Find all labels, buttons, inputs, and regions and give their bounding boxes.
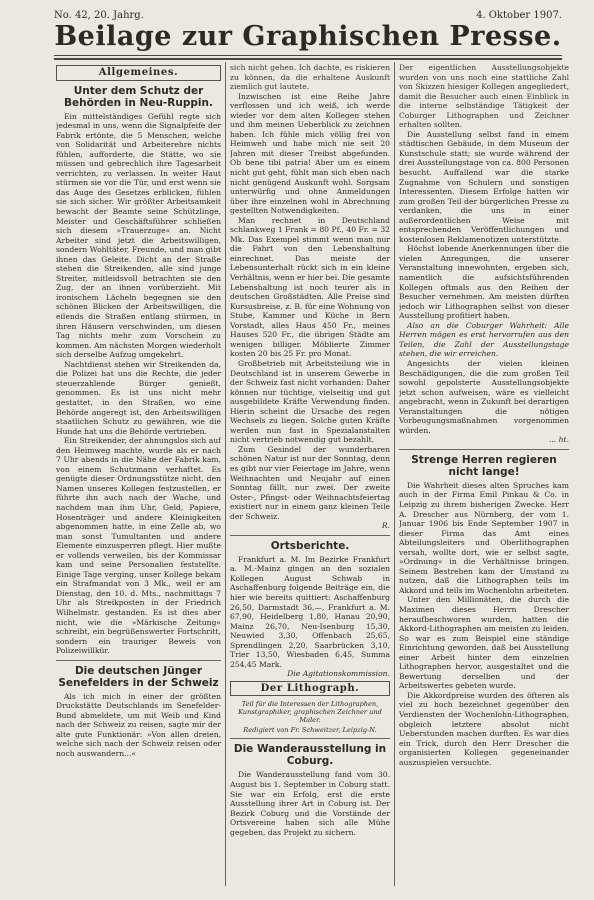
article-signature: ... ht. — [548, 435, 569, 445]
section-heading: Allgemeines. — [56, 65, 221, 81]
article-paragraph: Die Wahrheit dieses alten Spruches kam auch in der Firma Emil Pinkau & Co. in Leipzig zu ihrem bisherigen Zwecke. Herr A. Drescher aus Nürnberg, der vom 1. Januar 1906 bis Ende September 1907 in dieser Firma das Amt eines Abteilungsleiters und Oberlithographen versah, wollte dort, wie er selbst sagte, »Ordnung« in die Verhältnisse bringen. Seinem Bestreben kam der Umstand zu nutzen, daß die Lithographen teils im Akkord und teils im Wochenlohn arbeiteten. — [399, 480, 569, 595]
article-paragraph: Die Akkordpreise wurden des öfteren als viel zu hoch bezeichnet gegenüber den Verdiensten der Wochenlohn-Lithographen, obgleich letztere absolut nicht Ueberstunden machen durften. Es war dies ein Trick, durch den Herr Drescher die organisierten Kollegen gegeneinander auszuspielen versuchte. — [399, 690, 569, 767]
article-paragraph: Unter den Millionäten, die durch die Maximen dieses Herrn Drescher heraufbeschworen wurden, hatten die Akkord-Lithographen am meisten zu leiden. So war es zum Beispiel eine ständige Einrichtung geworden, daß bei Ausstellung einer Arbeit hinter dem einzelnen Lithographen hervor, ausgestaltet und die Bewertung derselben und der Arbeitswertes gebeten wurde. — [399, 595, 569, 691]
divider — [230, 738, 390, 739]
article-paragraph: Höchst lobende Anerkennungen über die vielen Anregungen, die unserer Veranstaltung innewohnten, ergeben sich, namentlich die aufsichtsführenden Kollegen oftmals aus den Reihen der Besucher vernehmen. Am meisten dürften jedoch wir Lithographen selbst von dieser Ausstellung profitiert haben. — [399, 244, 569, 321]
article-paragraph: Großbetrieb mit Arbeitsteilung wie in Deutschland ist in unserem Gewerbe in der Schweiz fast nicht vorhanden: Daher können nur tüchtige, vielseitig und gut ausgebildete Kräfte Verwendung finden. Hierin scheint die Ursache des regen Wechsels zu liegen. Solche guten Kräfte werden nun fast in Spezialanstalten nicht vertrieb notwendig gut bezahlt. — [230, 358, 390, 445]
section-heading: Der Lithograph. — [230, 681, 390, 697]
article-paragraph: Als ich mich in einer der größten Druckstätte Deutschlands im Senefelder-Bund abmeldete, um mit Weib und Kind nach der Schweiz zu reisen, sagte mir der alte gute Funktionär: »Von allen dreien, welche sich nach der Schweiz reisen oder noch auswandern...« — [56, 691, 221, 758]
article-signature: R. — [381, 521, 390, 531]
masthead-title: Beilage zur Graphischen Presse. — [54, 21, 562, 52]
article-title: Die Wanderausstellung in Coburg. — [233, 743, 387, 768]
issue-date: 4. Oktober 1907. — [476, 9, 562, 21]
section-subtitle: Teil für die Interessen der Lithographen, Kunstgraphiker, graphischen Zeichner und Maler. — [238, 700, 382, 725]
divider — [230, 535, 390, 536]
column-left — [56, 63, 221, 888]
article-title: Strenge Herren regieren nicht lange! — [411, 453, 557, 478]
column-middle — [230, 63, 390, 888]
article-paragraph: Angesichts der vielen kleinen Beschädigungen, die die zum großen Teil sowohl gepolsterte Ausstellungsobjekte jetzt schon aufweisen, wäre es vielleicht angebracht, wenn in Zukunft bei derartigen Veranstaltungen die nötigen Vorbeugungsmaßnahmen vorgenommen würden. — [399, 358, 569, 435]
article-paragraph: sich nicht gehen. Ich dachte, es riskieren zu können, da die erhaltene Auskunft ziemlich gut lautete. — [230, 63, 390, 92]
editor-line: Redigiert von Fr. Schweitzer, Leipzig-N. — [243, 726, 377, 735]
article-paragraph: Ein mittelständiges Gefühl regte sich jedesmal in uns, wenn die Signalpfeife der Fabrik ertönte, die 5 Menschen, welche von Solidarität und Arbeiterehre nichts fühlen, aufforderte, die Stätte, wo sie müssen und gebrechlich ihre Tagesarbeit verrichten, zu verlassen. In weiter Haut stürmen sie vor die Tür, und erst wenn sie das Auge des Gesetzes erblicken, fühlen sie sich sicher. Wir größter Arbeitsamkeit bewacht der Beamte seine Schützlinge, Meister und Geschäftsführer schließen sich diesem »Trauerzuge« an. Nicht Arbeiter sind jetzt die Arbeitswilligen, sondern Wohltäter, Freunde, und man gibt ihnen das Geleite. Dicht an der Straße stehen die Streikenden, alle sind junge Streiter, mitleidsvoll betrachten sie den Zug, der an ihnen vorüberzieht. Mit ironischem Lächeln begegnen sie den schönen Blicken der Arbeitswilligen, die eilends die Straßen entlang stürmen, in ihren Häusern verschwinden, um diesen Tag nichts mehr zum Vorschein zu kommen. Am nächsten Morgen wiederholt sich derselbe Aufzug umgekehrt. — [56, 111, 221, 360]
article-title: Unter dem Schutz der Behörden in Neu-Ruppin. — [64, 84, 213, 109]
article-paragraph: Der eigentlichen Ausstellungsobjekte wurden von uns noch eine stattliche Zahl von Skizzen hiesiger Kollegen angegliedert, damit die Besucher auch einen Einblick in die interne selbständige Tätigkeit der Coburger Lithographen und Zeichner erhalten sollten. — [399, 63, 569, 130]
article-paragraph: Die Wanderausstellung fand vom 30. August bis 1. September in Coburg statt. Sie war ein Erfolg, erst die erste Ausstellung ihrer Art in Coburg ist. Der Bezirk Coburg und die Vorstände der Ortsvereine haben sich alle Mühe gegeben, das Projekt zu sichern. — [230, 770, 390, 837]
column-divider — [225, 62, 226, 886]
masthead-rule — [54, 55, 562, 56]
article-title: Ortsberichte. — [270, 539, 350, 552]
article-paragraph: Inzwischen ist eine Reihe Jahre verflossen und ich weiß, ich werde wieder vor dem alten Kollegen stehen und ihm meinen Ueberblick zu zeichnen haben. Ich fühle mich völlig frei von Heimweh und habe mich nie seit 20 Jahren mit dieser Treibst abgefunden. Ob bene tibi patria! Aber um es einem nicht gut geht, fühlt man sich eben nach nicht genügend Auskunft wohl. Sorgsam unterwürfig und ohne Anmeldungen über ihre einzelnen wohl in Abrechnung gestellten Notwendigkeiten. — [230, 91, 390, 216]
article-paragraph: Nachtdienst stehen wir Streikenden da, die Polizei hat uns die Rechte, die jeder steuerzahlende Bürger genießt, genommen. Es ist uns nicht mehr gestattet, in den Straßen, wo eine Behörde angeregt ist, den Arbeitswilligen staatlichen Schutz zu gewähren, wie die Hunde hat uns die Behörde vertrieben. — [56, 359, 221, 436]
masthead-rule-thick — [54, 58, 562, 60]
article-paragraph: Man rechnet in Deutschland schlankweg 1 Frank = 80 Pf., 40 Fr. = 32 Mk. Das Exempel stimmt wenn man nur die Fahrt von den Lebenshaltung einrechnet. Das meiste der Lebensunterhalt rückt sich in ein kleine Verhältnis, wenn er hier bei. Die gesamte Lebenshaltung ist noch teurer als in deutschen Großstädten. Alle Preise sind Kursusbreise, z. B. für eine Wohnung von Stube, Kammer und Küche in Bern Vorstadt, alles Haus 450 Fr., meines Hauses 520 Fr., die übrigen Städte am wenigen billiger. Möblierte Zimmer kosten 20 bis 25 Fr. pro Monat. — [230, 215, 390, 359]
column-right — [399, 63, 569, 888]
article-paragraph: Also an die Coburger Wahrheit: Alle Herren mögen es erst hervorrufen aus den Teilen, die Zahl der Ausstellungstage stehen, die wir erreichen. — [399, 320, 569, 359]
divider — [56, 660, 221, 661]
issue-number: No. 42, 20. Jahrg. — [54, 9, 144, 21]
article-paragraph: Ein Streikender, der ahnungslos sich auf den Heimweg machte, wurde als er nach 7 Uhr abends in die Nähe der Fabrik kam, von einem Schutzmann verhaftet. Es genügte dieser Ordnungsstütze nicht, den Namen unseres Kollegen festzustellen, er führte ihn auch nach der Wache, und nachdem man ihm Uhr, Geld, Papiere, Hosenträger und andere Kleinigkeiten abgenommen hatte, in eine Zelle ab, wo man sonst Tumultanten und andere Elemente einzusperren pflegt. Hier mußte er vollends verweilen, bis der Kommissar kam und seine Personalien feststellte. Einige Tage verging, unser Kollege bekam ein Strafmandat von 3 Mk., weil er am Dienstag, den 10. d. Mts., nachmittags 7 Uhr als Streikposten in der Friedrich Wilhelmstr. gestanden. Es ist dies aber nicht, wie die »Märkische Zeitung« schreibt, ein begrüßenswerter Fortschritt, sondern ein trauriger Beweis von Polizeiwillkür. — [56, 436, 221, 656]
article-paragraph: Zum Gesindel der wunderbaren schönen Natur ist nur der Sonntag, denn es gibt nur vier Feiertage im Jahre, wenn Weihnachten und Neujahr auf einen Sonntag fällt, nur zwei. Der zweite Oster-, Pfingst- oder Weihnachtsfeiertag existiert nur in einem ganz kleinen Teile der Schweiz. — [230, 444, 390, 521]
article-paragraph: Die Ausstellung selbst fand in einem städtischen Gebäude, in dem Museum der Kunstschule statt; sie wurde während der drei Ausstellungstage von ca. 800 Personen besucht. Auffallend war die starke Zugnahme von Schulern und sonstigen Interessenten. Diesem Erfolge hatten wir zum großen Teil der bürgerlichen Presse zu verdanken, die uns in einer außerordentlichen Weise mit entsprechenden Veröffentlichungen und kostenlosen Reklamenotizen unterstützte. — [399, 129, 569, 244]
article-paragraph: Frankfurt a. M. Im Bezirke Frankfurt a. M.-Mainz gingen an den sozialen Kollegen August Schwab in Aschaffenburg folgende Beiträge ein, die hier wie bereits quittiert: Aschaffenburg 26,50, Darmstadt 36,—, Frankfurt a. M. 67,90, Heidelberg 1,80, Hanau 20,90, Mainz 26,70, Neu-Isenburg 15,30, Neuwied 3,30, Offenbach 25,65, Sprendlingen 2,20, Saarbrücken 3,10, Trier 13,50, Wiesbaden 6,45, Summa 254,45 Mark. — [230, 554, 390, 669]
divider — [399, 449, 569, 450]
column-divider — [394, 62, 395, 886]
article-signature: Die Agitationskommission. — [287, 669, 390, 679]
article-title: Die deutschen Jünger Senefelders in der Schweiz — [58, 664, 219, 689]
